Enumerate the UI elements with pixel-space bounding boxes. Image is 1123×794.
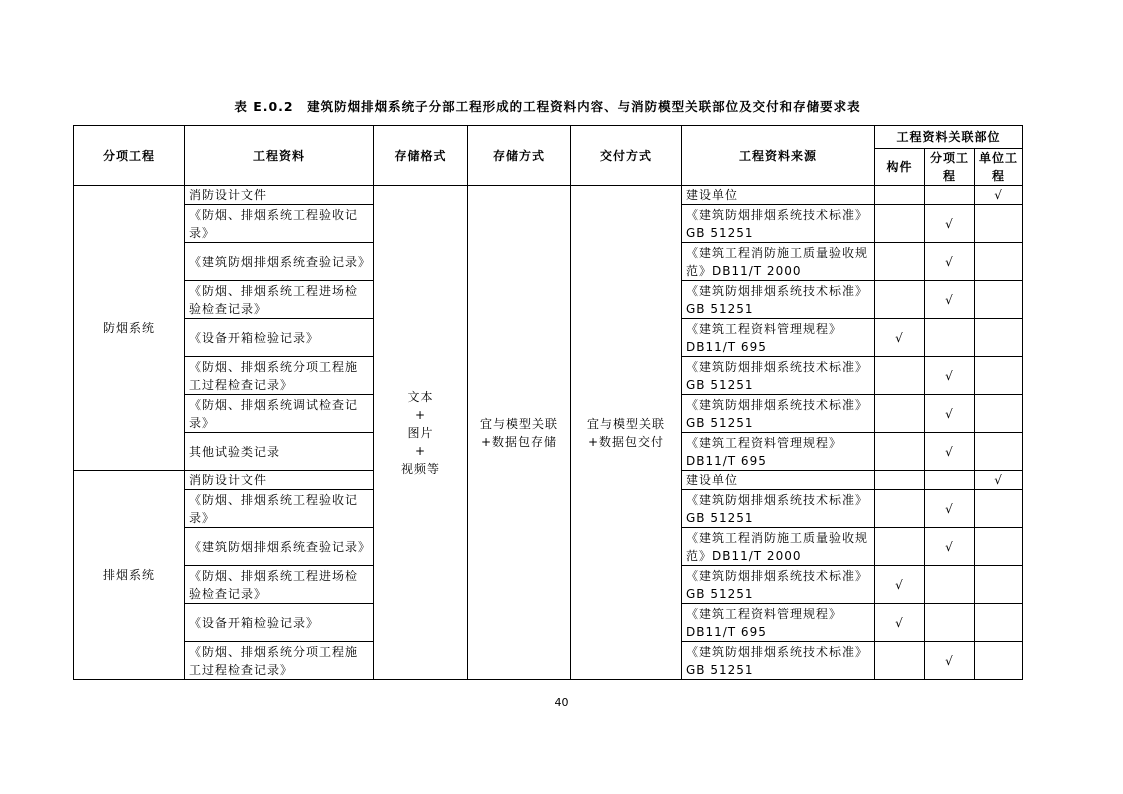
component-cell bbox=[875, 471, 925, 490]
source-cell: 《建筑工程资料管理规程》DB11/T 695 bbox=[682, 604, 875, 642]
unit-eng-cell bbox=[975, 205, 1023, 243]
source-cell: 《建筑工程资料管理规程》DB11/T 695 bbox=[682, 319, 875, 357]
unit-eng-cell bbox=[975, 357, 1023, 395]
component-cell bbox=[875, 395, 925, 433]
material-cell: 《防烟、排烟系统工程进场检验检查记录》 bbox=[185, 566, 374, 604]
source-cell: 《建筑工程消防施工质量验收规范》DB11/T 2000 bbox=[682, 528, 875, 566]
unit-eng-cell: √ bbox=[975, 471, 1023, 490]
sub-eng-cell: √ bbox=[925, 395, 975, 433]
header-delivery: 交付方式 bbox=[571, 126, 682, 186]
material-cell: 《建筑防烟排烟系统查验记录》 bbox=[185, 243, 374, 281]
sub-eng-cell: √ bbox=[925, 281, 975, 319]
requirements-table bbox=[73, 125, 1023, 680]
component-cell bbox=[875, 642, 925, 680]
sub-eng-cell bbox=[925, 604, 975, 642]
material-cell: 《设备开箱检验记录》 bbox=[185, 604, 374, 642]
material-cell: 《防烟、排烟系统分项工程施工过程检查记录》 bbox=[185, 642, 374, 680]
material-cell: 消防设计文件 bbox=[185, 186, 374, 205]
source-cell: 《建筑工程资料管理规程》DB11/T 695 bbox=[682, 433, 875, 471]
header-sub-eng: 分项工程 bbox=[925, 149, 975, 186]
header-material: 工程资料 bbox=[185, 126, 374, 186]
component-cell bbox=[875, 243, 925, 281]
component-cell: √ bbox=[875, 566, 925, 604]
material-cell: 《防烟、排烟系统分项工程施工过程检查记录》 bbox=[185, 357, 374, 395]
unit-eng-cell bbox=[975, 395, 1023, 433]
header-component: 构件 bbox=[875, 149, 925, 186]
sub-eng-cell bbox=[925, 471, 975, 490]
header-subitem: 分项工程 bbox=[74, 126, 185, 186]
source-cell: 《建筑防烟排烟系统技术标准》GB 51251 bbox=[682, 566, 875, 604]
source-cell: 建设单位 bbox=[682, 186, 875, 205]
unit-eng-cell bbox=[975, 319, 1023, 357]
material-cell: 其他试验类记录 bbox=[185, 433, 374, 471]
format-cell: 文本 + 图片 + 视频等 bbox=[374, 186, 468, 680]
delivery-cell: 宜与模型关联+数据包交付 bbox=[571, 186, 682, 680]
material-cell: 消防设计文件 bbox=[185, 471, 374, 490]
material-cell: 《设备开箱检验记录》 bbox=[185, 319, 374, 357]
sub-eng-cell: √ bbox=[925, 243, 975, 281]
component-cell bbox=[875, 490, 925, 528]
sub-eng-cell bbox=[925, 319, 975, 357]
unit-eng-cell bbox=[975, 243, 1023, 281]
unit-eng-cell bbox=[975, 566, 1023, 604]
material-cell: 《建筑防烟排烟系统查验记录》 bbox=[185, 528, 374, 566]
material-cell: 《防烟、排烟系统工程进场检验检查记录》 bbox=[185, 281, 374, 319]
component-cell bbox=[875, 281, 925, 319]
unit-eng-cell: √ bbox=[975, 186, 1023, 205]
source-cell: 《建筑防烟排烟系统技术标准》GB 51251 bbox=[682, 281, 875, 319]
unit-eng-cell bbox=[975, 528, 1023, 566]
sub-eng-cell: √ bbox=[925, 205, 975, 243]
source-cell: 《建筑防烟排烟系统技术标准》GB 51251 bbox=[682, 642, 875, 680]
header-storage: 存储方式 bbox=[468, 126, 571, 186]
source-cell: 《建筑防烟排烟系统技术标准》GB 51251 bbox=[682, 395, 875, 433]
table-body bbox=[74, 186, 1023, 680]
unit-eng-cell bbox=[975, 642, 1023, 680]
header-unit-eng: 单位工程 bbox=[975, 149, 1023, 186]
source-cell: 《建筑防烟排烟系统技术标准》GB 51251 bbox=[682, 205, 875, 243]
sub-eng-cell: √ bbox=[925, 490, 975, 528]
table-row bbox=[74, 186, 1023, 205]
unit-eng-cell bbox=[975, 281, 1023, 319]
subitem-cell: 排烟系统 bbox=[74, 471, 185, 680]
unit-eng-cell bbox=[975, 490, 1023, 528]
material-cell: 《防烟、排烟系统调试检查记录》 bbox=[185, 395, 374, 433]
component-cell bbox=[875, 433, 925, 471]
source-cell: 《建筑防烟排烟系统技术标准》GB 51251 bbox=[682, 490, 875, 528]
header-format: 存储格式 bbox=[374, 126, 468, 186]
component-cell: √ bbox=[875, 604, 925, 642]
material-cell: 《防烟、排烟系统工程验收记录》 bbox=[185, 205, 374, 243]
sub-eng-cell: √ bbox=[925, 528, 975, 566]
sub-eng-cell bbox=[925, 566, 975, 604]
material-cell: 《防烟、排烟系统工程验收记录》 bbox=[185, 490, 374, 528]
sub-eng-cell: √ bbox=[925, 433, 975, 471]
source-cell: 《建筑工程消防施工质量验收规范》DB11/T 2000 bbox=[682, 243, 875, 281]
component-cell bbox=[875, 357, 925, 395]
table-title: 表 E.0.2 建筑防烟排烟系统子分部工程形成的工程资料内容、与消防模型关联部位及交付和存储要求表 bbox=[234, 99, 861, 114]
component-cell bbox=[875, 205, 925, 243]
subitem-cell: 防烟系统 bbox=[74, 186, 185, 471]
unit-eng-cell bbox=[975, 433, 1023, 471]
component-cell: √ bbox=[875, 319, 925, 357]
page-number: 40 bbox=[554, 696, 569, 709]
header-assoc: 工程资料关联部位 bbox=[875, 126, 1023, 149]
storage-cell: 宜与模型关联+数据包存储 bbox=[468, 186, 571, 680]
sub-eng-cell: √ bbox=[925, 642, 975, 680]
sub-eng-cell: √ bbox=[925, 357, 975, 395]
source-cell: 《建筑防烟排烟系统技术标准》GB 51251 bbox=[682, 357, 875, 395]
header-source: 工程资料来源 bbox=[682, 126, 875, 186]
source-cell: 建设单位 bbox=[682, 471, 875, 490]
sub-eng-cell bbox=[925, 186, 975, 205]
component-cell bbox=[875, 528, 925, 566]
unit-eng-cell bbox=[975, 604, 1023, 642]
component-cell bbox=[875, 186, 925, 205]
